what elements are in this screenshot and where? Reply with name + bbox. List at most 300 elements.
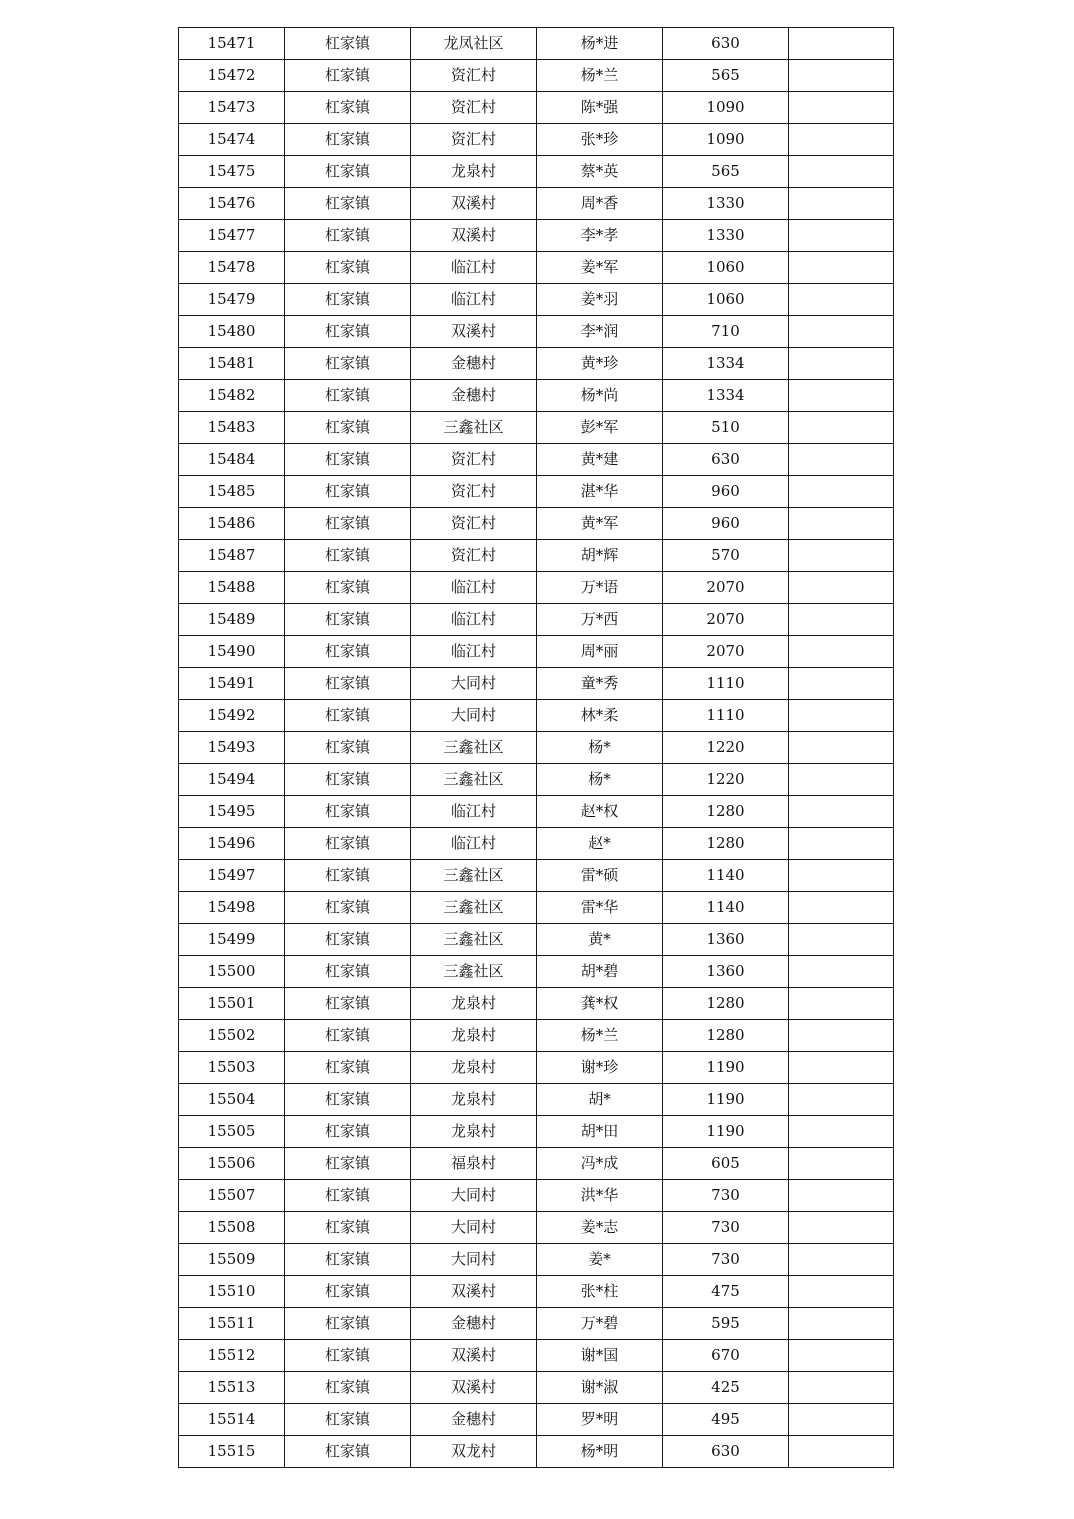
name-cell: 彭*军 [537, 412, 663, 444]
village-cell: 龙泉村 [411, 1052, 537, 1084]
village-cell: 福泉村 [411, 1148, 537, 1180]
amount-cell: 475 [663, 1276, 789, 1308]
table-row [179, 924, 894, 956]
table-row [179, 1244, 894, 1276]
town-cell: 杠家镇 [285, 828, 411, 860]
village-cell: 三鑫社区 [411, 892, 537, 924]
name-cell: 杨* [537, 732, 663, 764]
table-row [179, 1084, 894, 1116]
table-row [179, 124, 894, 156]
serial-number-cell: 15500 [179, 956, 285, 988]
serial-number-cell: 15501 [179, 988, 285, 1020]
serial-number-cell: 15496 [179, 828, 285, 860]
amount-cell: 1334 [663, 380, 789, 412]
village-cell: 龙泉村 [411, 1084, 537, 1116]
remarks-cell [789, 1276, 894, 1308]
village-cell: 龙泉村 [411, 1116, 537, 1148]
serial-number-cell: 15512 [179, 1340, 285, 1372]
amount-cell: 1190 [663, 1052, 789, 1084]
serial-number-cell: 15498 [179, 892, 285, 924]
table-row [179, 476, 894, 508]
data-table [178, 27, 894, 1468]
remarks-cell [789, 860, 894, 892]
amount-cell: 1140 [663, 860, 789, 892]
name-cell: 龚*权 [537, 988, 663, 1020]
remarks-cell [789, 1180, 894, 1212]
name-cell: 周*香 [537, 188, 663, 220]
town-cell: 杠家镇 [285, 1180, 411, 1212]
town-cell: 杠家镇 [285, 316, 411, 348]
serial-number-cell: 15491 [179, 668, 285, 700]
serial-number-cell: 15479 [179, 284, 285, 316]
name-cell: 胡*田 [537, 1116, 663, 1148]
remarks-cell [789, 156, 894, 188]
remarks-cell [789, 1020, 894, 1052]
village-cell: 金穗村 [411, 348, 537, 380]
serial-number-cell: 15477 [179, 220, 285, 252]
table-row [179, 316, 894, 348]
serial-number-cell: 15511 [179, 1308, 285, 1340]
town-cell: 杠家镇 [285, 60, 411, 92]
table-row [179, 444, 894, 476]
name-cell: 陈*强 [537, 92, 663, 124]
remarks-cell [789, 1308, 894, 1340]
remarks-cell [789, 252, 894, 284]
town-cell: 杠家镇 [285, 1116, 411, 1148]
name-cell: 赵*权 [537, 796, 663, 828]
remarks-cell [789, 1244, 894, 1276]
serial-number-cell: 15506 [179, 1148, 285, 1180]
remarks-cell [789, 1148, 894, 1180]
town-cell: 杠家镇 [285, 1244, 411, 1276]
serial-number-cell: 15476 [179, 188, 285, 220]
remarks-cell [789, 380, 894, 412]
name-cell: 童*秀 [537, 668, 663, 700]
name-cell: 谢*珍 [537, 1052, 663, 1084]
table-row [179, 636, 894, 668]
amount-cell: 1190 [663, 1116, 789, 1148]
amount-cell: 1280 [663, 988, 789, 1020]
amount-cell: 1110 [663, 700, 789, 732]
town-cell: 杠家镇 [285, 1212, 411, 1244]
serial-number-cell: 15515 [179, 1436, 285, 1468]
remarks-cell [789, 828, 894, 860]
name-cell: 李*润 [537, 316, 663, 348]
remarks-cell [789, 1116, 894, 1148]
serial-number-cell: 15503 [179, 1052, 285, 1084]
remarks-cell [789, 636, 894, 668]
village-cell: 资汇村 [411, 92, 537, 124]
serial-number-cell: 15490 [179, 636, 285, 668]
remarks-cell [789, 1372, 894, 1404]
table-row [179, 988, 894, 1020]
remarks-cell [789, 924, 894, 956]
name-cell: 胡*辉 [537, 540, 663, 572]
serial-number-cell: 15509 [179, 1244, 285, 1276]
table-row [179, 284, 894, 316]
name-cell: 黄*建 [537, 444, 663, 476]
village-cell: 双龙村 [411, 1436, 537, 1468]
village-cell: 金穗村 [411, 1308, 537, 1340]
amount-cell: 1280 [663, 796, 789, 828]
table-row [179, 764, 894, 796]
table-row [179, 1276, 894, 1308]
table-row [179, 1052, 894, 1084]
name-cell: 杨* [537, 764, 663, 796]
table-row [179, 1212, 894, 1244]
serial-number-cell: 15485 [179, 476, 285, 508]
village-cell: 临江村 [411, 252, 537, 284]
village-cell: 三鑫社区 [411, 764, 537, 796]
table-row [179, 188, 894, 220]
amount-cell: 730 [663, 1180, 789, 1212]
remarks-cell [789, 444, 894, 476]
remarks-cell [789, 700, 894, 732]
table-row [179, 732, 894, 764]
town-cell: 杠家镇 [285, 412, 411, 444]
town-cell: 杠家镇 [285, 1052, 411, 1084]
table-row [179, 220, 894, 252]
town-cell: 杠家镇 [285, 444, 411, 476]
town-cell: 杠家镇 [285, 764, 411, 796]
town-cell: 杠家镇 [285, 156, 411, 188]
amount-cell: 1280 [663, 1020, 789, 1052]
table-row [179, 668, 894, 700]
town-cell: 杠家镇 [285, 1276, 411, 1308]
amount-cell: 960 [663, 508, 789, 540]
village-cell: 龙泉村 [411, 156, 537, 188]
serial-number-cell: 15502 [179, 1020, 285, 1052]
village-cell: 龙凤社区 [411, 28, 537, 60]
town-cell: 杠家镇 [285, 1148, 411, 1180]
town-cell: 杠家镇 [285, 28, 411, 60]
remarks-cell [789, 892, 894, 924]
serial-number-cell: 15513 [179, 1372, 285, 1404]
remarks-cell [789, 220, 894, 252]
town-cell: 杠家镇 [285, 668, 411, 700]
table-row [179, 828, 894, 860]
amount-cell: 1060 [663, 284, 789, 316]
town-cell: 杠家镇 [285, 988, 411, 1020]
name-cell: 林*柔 [537, 700, 663, 732]
serial-number-cell: 15473 [179, 92, 285, 124]
remarks-cell [789, 540, 894, 572]
table-row [179, 892, 894, 924]
name-cell: 黄*珍 [537, 348, 663, 380]
village-cell: 临江村 [411, 284, 537, 316]
table-row [179, 540, 894, 572]
town-cell: 杠家镇 [285, 604, 411, 636]
town-cell: 杠家镇 [285, 1372, 411, 1404]
remarks-cell [789, 60, 894, 92]
village-cell: 双溪村 [411, 220, 537, 252]
table-row [179, 348, 894, 380]
table-row [179, 796, 894, 828]
table-row [179, 1308, 894, 1340]
table-row [179, 60, 894, 92]
remarks-cell [789, 572, 894, 604]
village-cell: 三鑫社区 [411, 860, 537, 892]
amount-cell: 1140 [663, 892, 789, 924]
remarks-cell [789, 796, 894, 828]
village-cell: 金穗村 [411, 1404, 537, 1436]
village-cell: 金穗村 [411, 380, 537, 412]
town-cell: 杠家镇 [285, 188, 411, 220]
amount-cell: 710 [663, 316, 789, 348]
name-cell: 杨*兰 [537, 60, 663, 92]
amount-cell: 1360 [663, 956, 789, 988]
name-cell: 姜*志 [537, 1212, 663, 1244]
village-cell: 双溪村 [411, 188, 537, 220]
amount-cell: 1220 [663, 732, 789, 764]
town-cell: 杠家镇 [285, 508, 411, 540]
serial-number-cell: 15495 [179, 796, 285, 828]
remarks-cell [789, 348, 894, 380]
table-row [179, 412, 894, 444]
remarks-cell [789, 1052, 894, 1084]
table-row [179, 1340, 894, 1372]
amount-cell: 1330 [663, 188, 789, 220]
village-cell: 大同村 [411, 700, 537, 732]
remarks-cell [789, 316, 894, 348]
town-cell: 杠家镇 [285, 1404, 411, 1436]
village-cell: 资汇村 [411, 124, 537, 156]
remarks-cell [789, 764, 894, 796]
amount-cell: 1090 [663, 92, 789, 124]
name-cell: 姜*军 [537, 252, 663, 284]
remarks-cell [789, 1404, 894, 1436]
town-cell: 杠家镇 [285, 924, 411, 956]
name-cell: 湛*华 [537, 476, 663, 508]
serial-number-cell: 15492 [179, 700, 285, 732]
table-row [179, 252, 894, 284]
amount-cell: 510 [663, 412, 789, 444]
serial-number-cell: 15488 [179, 572, 285, 604]
serial-number-cell: 15481 [179, 348, 285, 380]
serial-number-cell: 15474 [179, 124, 285, 156]
village-cell: 资汇村 [411, 60, 537, 92]
remarks-cell [789, 508, 894, 540]
amount-cell: 595 [663, 1308, 789, 1340]
name-cell: 冯*成 [537, 1148, 663, 1180]
table-row [179, 1148, 894, 1180]
village-cell: 临江村 [411, 828, 537, 860]
amount-cell: 670 [663, 1340, 789, 1372]
village-cell: 临江村 [411, 796, 537, 828]
town-cell: 杠家镇 [285, 540, 411, 572]
village-cell: 双溪村 [411, 1276, 537, 1308]
table-row [179, 1436, 894, 1468]
remarks-cell [789, 668, 894, 700]
remarks-cell [789, 1212, 894, 1244]
village-cell: 资汇村 [411, 444, 537, 476]
serial-number-cell: 15493 [179, 732, 285, 764]
serial-number-cell: 15472 [179, 60, 285, 92]
amount-cell: 2070 [663, 636, 789, 668]
name-cell: 胡*碧 [537, 956, 663, 988]
remarks-cell [789, 1436, 894, 1468]
name-cell: 谢*淑 [537, 1372, 663, 1404]
name-cell: 杨*兰 [537, 1020, 663, 1052]
name-cell: 万*语 [537, 572, 663, 604]
town-cell: 杠家镇 [285, 956, 411, 988]
remarks-cell [789, 92, 894, 124]
amount-cell: 630 [663, 444, 789, 476]
table-row [179, 1180, 894, 1212]
town-cell: 杠家镇 [285, 1436, 411, 1468]
name-cell: 杨*进 [537, 28, 663, 60]
town-cell: 杠家镇 [285, 92, 411, 124]
table-row [179, 1404, 894, 1436]
amount-cell: 605 [663, 1148, 789, 1180]
serial-number-cell: 15471 [179, 28, 285, 60]
table-row [179, 28, 894, 60]
table-row [179, 508, 894, 540]
remarks-cell [789, 412, 894, 444]
town-cell: 杠家镇 [285, 636, 411, 668]
table-body [179, 28, 894, 1468]
name-cell: 雷*华 [537, 892, 663, 924]
town-cell: 杠家镇 [285, 860, 411, 892]
village-cell: 大同村 [411, 1212, 537, 1244]
serial-number-cell: 15494 [179, 764, 285, 796]
town-cell: 杠家镇 [285, 220, 411, 252]
name-cell: 万*碧 [537, 1308, 663, 1340]
town-cell: 杠家镇 [285, 796, 411, 828]
serial-number-cell: 15480 [179, 316, 285, 348]
table-row [179, 1116, 894, 1148]
town-cell: 杠家镇 [285, 1340, 411, 1372]
village-cell: 三鑫社区 [411, 732, 537, 764]
remarks-cell [789, 124, 894, 156]
table-row [179, 860, 894, 892]
name-cell: 蔡*英 [537, 156, 663, 188]
name-cell: 李*孝 [537, 220, 663, 252]
name-cell: 杨*明 [537, 1436, 663, 1468]
village-cell: 龙泉村 [411, 988, 537, 1020]
table-row [179, 1020, 894, 1052]
town-cell: 杠家镇 [285, 252, 411, 284]
amount-cell: 630 [663, 28, 789, 60]
serial-number-cell: 15514 [179, 1404, 285, 1436]
amount-cell: 1360 [663, 924, 789, 956]
amount-cell: 2070 [663, 572, 789, 604]
town-cell: 杠家镇 [285, 124, 411, 156]
name-cell: 洪*华 [537, 1180, 663, 1212]
table-row [179, 1372, 894, 1404]
table-row [179, 92, 894, 124]
serial-number-cell: 15504 [179, 1084, 285, 1116]
village-cell: 三鑫社区 [411, 924, 537, 956]
village-cell: 临江村 [411, 636, 537, 668]
remarks-cell [789, 604, 894, 636]
amount-cell: 630 [663, 1436, 789, 1468]
amount-cell: 425 [663, 1372, 789, 1404]
remarks-cell [789, 1340, 894, 1372]
name-cell: 黄* [537, 924, 663, 956]
amount-cell: 960 [663, 476, 789, 508]
remarks-cell [789, 476, 894, 508]
amount-cell: 1220 [663, 764, 789, 796]
remarks-cell [789, 188, 894, 220]
name-cell: 杨*尚 [537, 380, 663, 412]
table-row [179, 700, 894, 732]
table-row [179, 380, 894, 412]
serial-number-cell: 15508 [179, 1212, 285, 1244]
table-row [179, 604, 894, 636]
serial-number-cell: 15489 [179, 604, 285, 636]
serial-number-cell: 15487 [179, 540, 285, 572]
amount-cell: 1090 [663, 124, 789, 156]
town-cell: 杠家镇 [285, 1020, 411, 1052]
serial-number-cell: 15475 [179, 156, 285, 188]
amount-cell: 1280 [663, 828, 789, 860]
amount-cell: 565 [663, 60, 789, 92]
serial-number-cell: 15483 [179, 412, 285, 444]
remarks-cell [789, 732, 894, 764]
name-cell: 胡* [537, 1084, 663, 1116]
village-cell: 双溪村 [411, 1340, 537, 1372]
town-cell: 杠家镇 [285, 892, 411, 924]
serial-number-cell: 15507 [179, 1180, 285, 1212]
amount-cell: 1060 [663, 252, 789, 284]
village-cell: 临江村 [411, 604, 537, 636]
village-cell: 大同村 [411, 1180, 537, 1212]
name-cell: 周*丽 [537, 636, 663, 668]
amount-cell: 570 [663, 540, 789, 572]
town-cell: 杠家镇 [285, 1084, 411, 1116]
town-cell: 杠家镇 [285, 476, 411, 508]
village-cell: 双溪村 [411, 1372, 537, 1404]
remarks-cell [789, 284, 894, 316]
name-cell: 姜* [537, 1244, 663, 1276]
town-cell: 杠家镇 [285, 732, 411, 764]
remarks-cell [789, 1084, 894, 1116]
name-cell: 张*柱 [537, 1276, 663, 1308]
village-cell: 三鑫社区 [411, 956, 537, 988]
village-cell: 资汇村 [411, 540, 537, 572]
town-cell: 杠家镇 [285, 700, 411, 732]
serial-number-cell: 15484 [179, 444, 285, 476]
amount-cell: 1110 [663, 668, 789, 700]
village-cell: 资汇村 [411, 508, 537, 540]
name-cell: 张*珍 [537, 124, 663, 156]
name-cell: 姜*羽 [537, 284, 663, 316]
name-cell: 罗*明 [537, 1404, 663, 1436]
amount-cell: 1334 [663, 348, 789, 380]
serial-number-cell: 15499 [179, 924, 285, 956]
name-cell: 黄*军 [537, 508, 663, 540]
town-cell: 杠家镇 [285, 572, 411, 604]
remarks-cell [789, 956, 894, 988]
table-row [179, 956, 894, 988]
serial-number-cell: 15510 [179, 1276, 285, 1308]
amount-cell: 1190 [663, 1084, 789, 1116]
name-cell: 谢*国 [537, 1340, 663, 1372]
table-row [179, 156, 894, 188]
amount-cell: 495 [663, 1404, 789, 1436]
village-cell: 大同村 [411, 668, 537, 700]
remarks-cell [789, 988, 894, 1020]
amount-cell: 730 [663, 1244, 789, 1276]
remarks-cell [789, 28, 894, 60]
village-cell: 资汇村 [411, 476, 537, 508]
town-cell: 杠家镇 [285, 380, 411, 412]
village-cell: 龙泉村 [411, 1020, 537, 1052]
village-cell: 临江村 [411, 572, 537, 604]
name-cell: 雷*硕 [537, 860, 663, 892]
town-cell: 杠家镇 [285, 1308, 411, 1340]
